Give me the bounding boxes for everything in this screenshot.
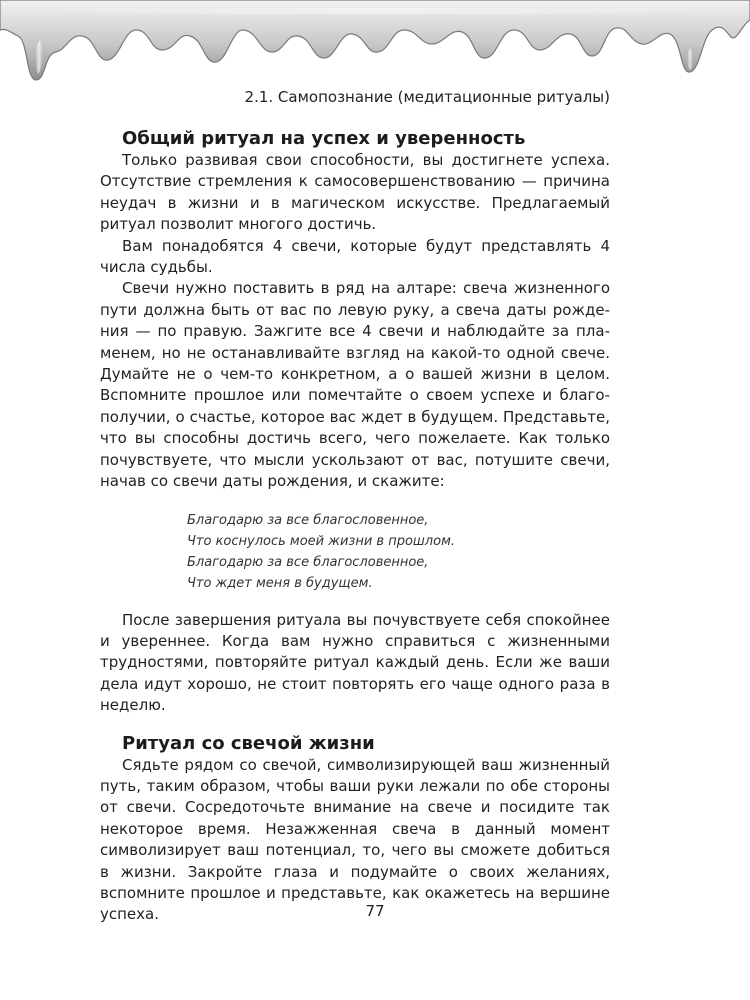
poem-block — [187, 510, 610, 594]
poem-line: Что коснулось моей жизни в прошлом. — [187, 533, 456, 549]
section-heading-success: Общий ритуал на успех и уверенность — [122, 128, 526, 149]
paragraph: После завершения ритуала вы почувствуете себя спокойнее и увереннее. Когда вам нужно справиться с жизненными трудностями, повторяйте ритуал каждый день. Если же ваши дела идут хорошо, не стоит повторять его чаще одного раза в неделю. — [100, 610, 610, 715]
poem-line: Что ждет меня в будущем. — [187, 575, 373, 591]
section-heading-life-candle: Ритуал со свечой жизни — [122, 732, 375, 754]
page-body — [100, 128, 610, 926]
poem-line: Благодарю за все благословенное, — [187, 512, 429, 528]
running-head: 2.1. Самопознание (медитационные ритуалы) — [244, 88, 610, 106]
paragraph: Свечи нужно поставить в ряд на алтаре: свеча жизненного пути должна быть от вас по левую руку, а свеча даты рождения — по правую. Зажгите все 4 свечи и наблюдайте за пламенем, но не останавливайте взгляд на какой-то одной свече. Думайте не о чем-то конкретном, а о вашей жизни в целом. Вспомните прошлое или помечтайте о своем успехе и благополучии, о счастье, которое вас ждет в будущем. Представьте, что вы способны достичь всего, чего пожелаете. Как только почувствуете, что мысли ускользают от вас, потушите свечи, начав со свечи даты рождения, и скажите: — [100, 279, 610, 491]
paragraph: Сядьте рядом со свечой, символизирующей ваш жизненный путь, таким образом, чтобы ваши руки лежали по обе стороны от свечи. Сосредоточьте внимание на свече и посидите так некоторое время. Незажженная свеча в данный момент символизирует ваш потенциал, то, чего вы сможете добиться в жизни. Закройте глаза и подумайте о своих желаниях, вспомните прошлое и представьте, как окажетесь на вершине успеха. — [100, 755, 610, 924]
paragraph: Вам понадобятся 4 свечи, которые будут представлять 4 числа судьбы. — [100, 236, 610, 277]
poem-line: Благодарю за все благословенное, — [187, 554, 429, 570]
page-number: 77 — [365, 902, 385, 920]
dripping-paint-decoration — [0, 0, 750, 90]
paragraph: Только развивая свои способности, вы достигнете успеха. Отсутствие стремления к самосовершенствованию — причина неудач в жизни и в магическом искусстве. Предлагаемый ритуал позволит многого достичь. — [100, 151, 610, 234]
